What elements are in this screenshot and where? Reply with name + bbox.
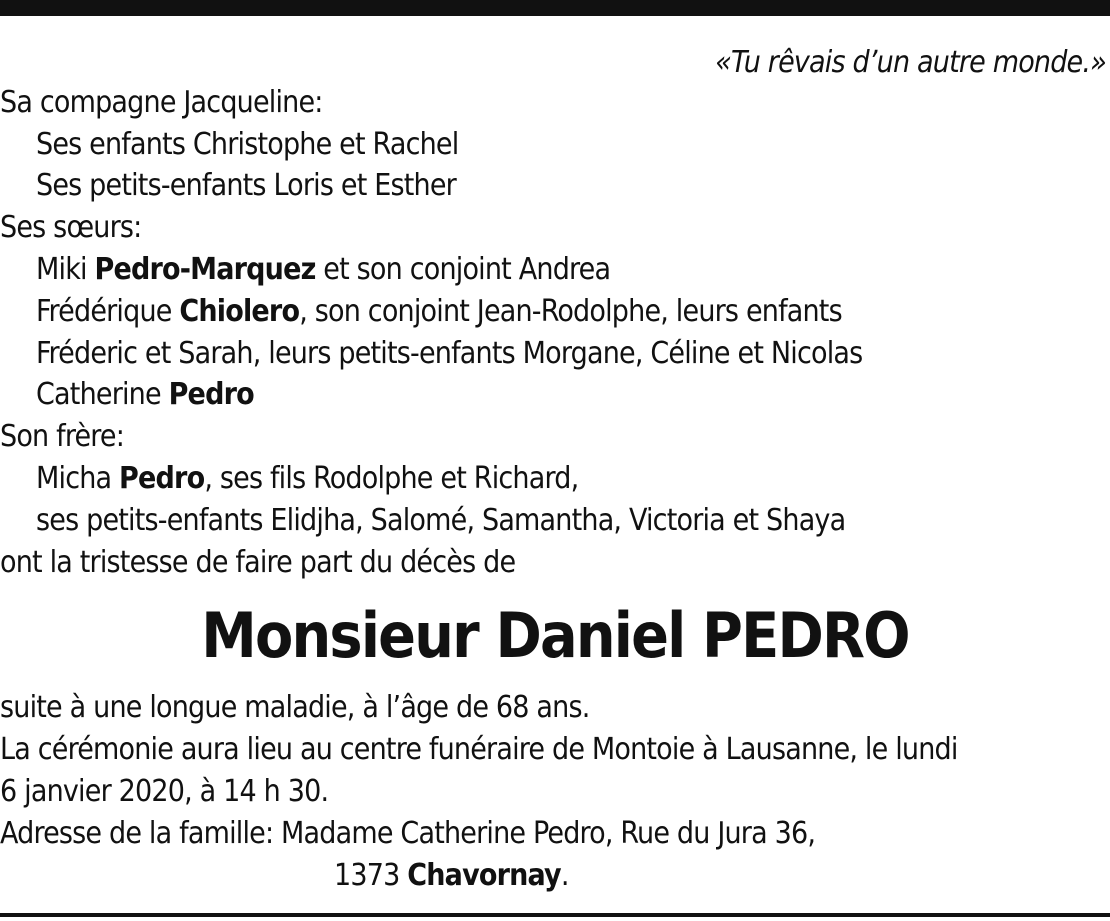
line-rest: et son conjoint Andrea [315, 252, 611, 287]
surname: Pedro [119, 461, 205, 496]
brother-micha-line [36, 458, 578, 500]
surname: Pedro-Marquez [94, 252, 316, 287]
brother-grandchildren-line: ses petits-enfants Elidjha, Salomé, Samantha, Victoria et Shaya [36, 503, 846, 538]
line-rest: , ses fils Rodolphe et Richard, [204, 461, 579, 496]
deceased-name: Monsieur Daniel PEDRO [201, 599, 909, 672]
sister-frederique-continuation: Fréderic et Sarah, leurs petits-enfants Morgane, Céline et Nicolas [36, 336, 863, 371]
bottom-rule [0, 913, 1110, 917]
sister-catherine-line [36, 374, 254, 416]
first-name: Catherine [36, 377, 169, 412]
surname: Pedro [168, 377, 254, 412]
grandchildren-line: Ses petits-enfants Loris et Esther [36, 168, 456, 203]
ceremony-line-2: 6 janvier 2020, à 14 h 30. [0, 774, 329, 809]
illness-line: suite à une longue maladie, à l’âge de 68 ans. [0, 690, 590, 725]
sisters-heading: Ses sœurs: [0, 210, 142, 245]
address-end: . [560, 858, 569, 893]
family-address-line-2 [334, 855, 569, 897]
sister-miki-line [36, 249, 610, 291]
family-address-line-1: Adresse de la famille: Madame Catherine Pedro, Rue du Jura 36, [0, 816, 816, 851]
ceremony-line-1: La cérémonie aura lieu au centre funéraire de Montoie à Lausanne, le lundi [0, 732, 958, 767]
epigraph-quote: «Tu rêvais d’un autre monde.» [715, 45, 1106, 80]
first-name: Micha [36, 461, 120, 496]
announcement-line: ont la tristesse de faire part du décès de [0, 545, 516, 580]
postcode: 1373 [334, 858, 408, 893]
children-line: Ses enfants Christophe et Rachel [36, 127, 459, 162]
companion-line: Sa compagne Jacqueline: [0, 85, 323, 120]
line-rest: , son conjoint Jean-Rodolphe, leurs enfants [299, 294, 842, 329]
first-name: Miki [36, 252, 95, 287]
brother-heading: Son frère: [0, 419, 124, 454]
surname: Chiolero [179, 294, 300, 329]
sister-frederique-line [36, 291, 842, 333]
first-name: Frédérique [36, 294, 180, 329]
city: Chavornay [407, 858, 561, 893]
